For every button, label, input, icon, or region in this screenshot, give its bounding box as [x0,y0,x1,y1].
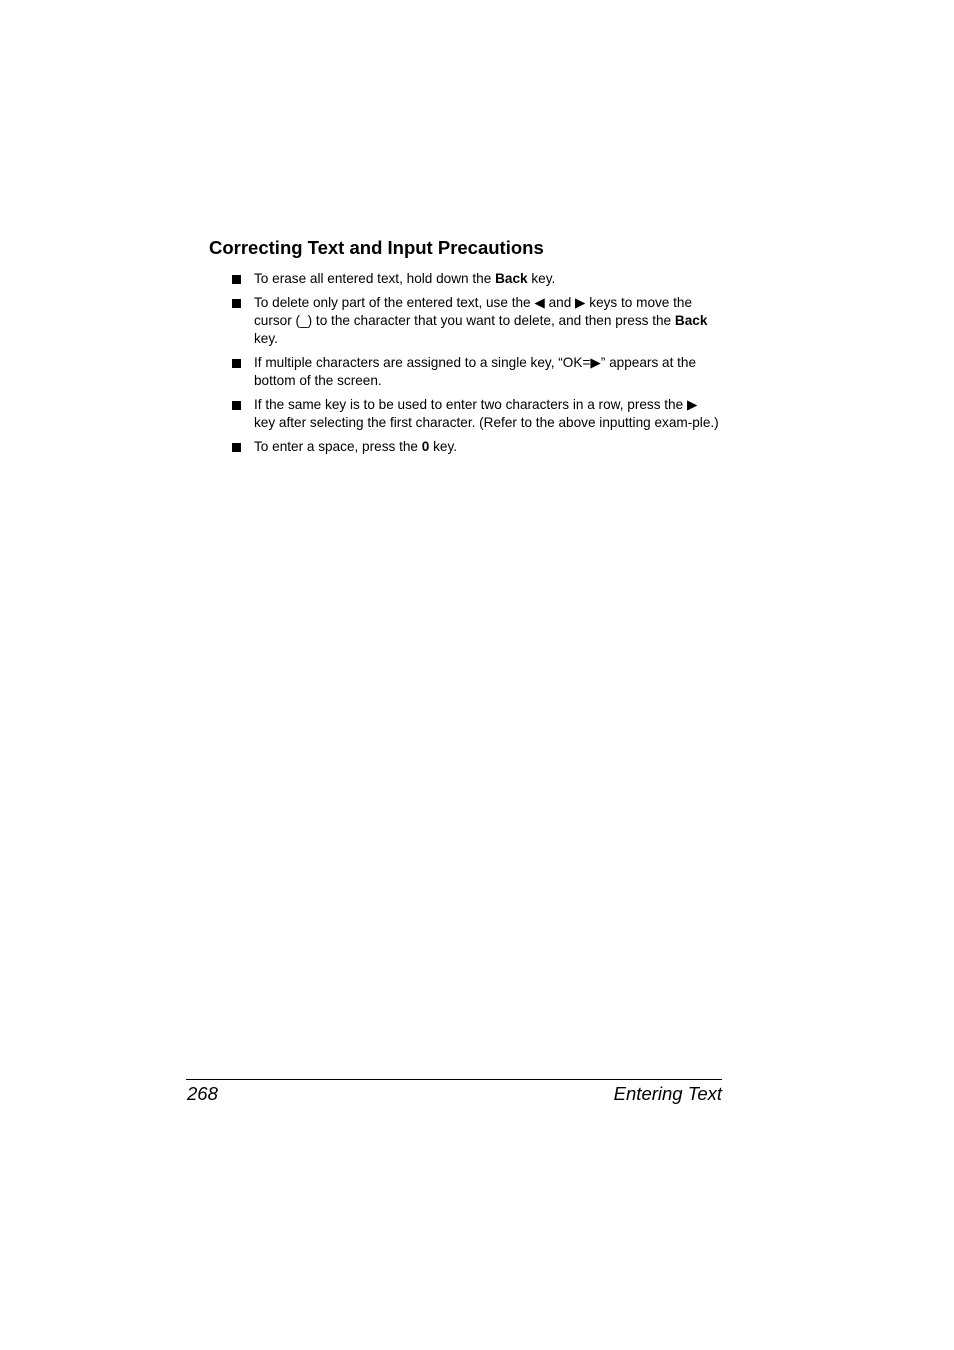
square-bullet-icon [232,401,241,410]
list-item-text: To enter a space, press the 0 key. [254,439,458,454]
footer-divider [186,1079,722,1080]
list-item-text: If multiple characters are assigned to a single key, “OK=▶” appears at the bottom of the screen. [254,355,697,388]
list-item [232,354,722,390]
square-bullet-icon [232,443,241,452]
list-item [232,294,722,348]
square-bullet-icon [232,299,241,308]
list-item-text: If the same key is to be used to enter two characters in a row, press the ▶ key after selecting the first character. (Refer to the above inputting exam-ple.) [254,397,719,430]
list-item [232,438,722,456]
list-item-text: To delete only part of the entered text, use the ◀ and ▶ keys to move the cursor (_) to the character that you want to delete, and then press the Back key. [254,295,708,346]
section-heading: Correcting Text and Input Precautions [209,237,544,258]
list-item [232,270,722,288]
footer-chapter-title: Entering Text [613,1083,722,1104]
precautions-list [232,270,722,462]
list-item [232,396,722,432]
square-bullet-icon [232,359,241,368]
list-item-text: To erase all entered text, hold down the Back key. [254,271,556,286]
square-bullet-icon [232,275,241,284]
page-number: 268 [187,1083,218,1104]
